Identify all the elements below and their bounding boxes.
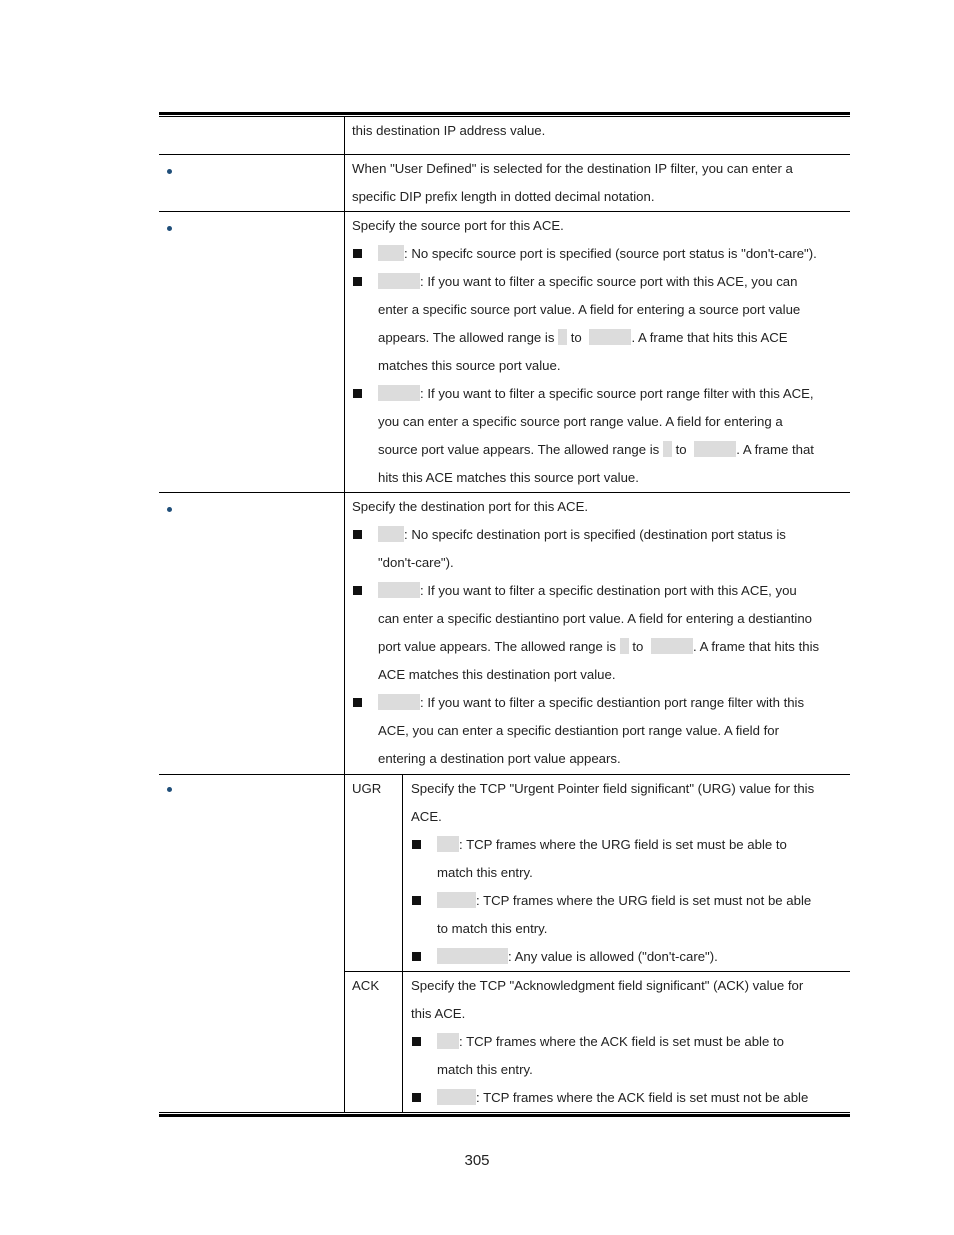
- bullet-icon: [167, 226, 172, 231]
- row-description: When "User Defined" is selected for the destination IP filter, you can enter a specific DIP prefix length in dotted decimal notation.: [352, 161, 793, 204]
- square-bullet-icon: [412, 840, 421, 849]
- square-bullet-icon: [353, 249, 362, 258]
- placeholder-term: [437, 1089, 476, 1105]
- table-bottom-rule: [159, 1114, 850, 1117]
- flag-description: Specify the TCP "Acknowledgment field significant" (ACK) value for this ACE. : TCP frames where the ACK field is set must be able to match this entry. : TCP frames where the ACK field is set must not be able: [411, 978, 809, 1105]
- flag-name: ACK: [352, 978, 380, 993]
- table-row: [159, 493, 850, 775]
- square-bullet-icon: [353, 277, 362, 286]
- square-bullet-icon: [353, 389, 362, 398]
- placeholder-value: [558, 329, 567, 345]
- placeholder-term: [378, 245, 404, 261]
- placeholder-term: [437, 836, 459, 852]
- table-row: [159, 117, 850, 155]
- square-bullet-icon: [353, 586, 362, 595]
- placeholder-term: [378, 694, 420, 710]
- square-bullet-icon: [412, 896, 421, 905]
- flag-name: UGR: [352, 781, 382, 796]
- page-number: 305: [464, 1152, 490, 1169]
- table-row: [159, 155, 850, 212]
- row-description: Specify the source port for this ACE. : No specifc source port is specified (source port status is "don't-care"). : If you want to filter a specific source port with this ACE, you can enter a specific source port value. A field for entering a source port value appears. The allowed range is to . A frame that hits this ACE matches this source port value. : If you want to filter a specific source port range filter with this ACE, you can enter a specific source port range value. A field for entering a source port value appears. The allowed range is to . A frame that hits this ACE matches this source port value.: [352, 218, 817, 485]
- placeholder-value: [589, 329, 631, 345]
- table-row: [159, 775, 850, 1113]
- placeholder-term: [437, 892, 476, 908]
- sub-column-divider: [402, 775, 403, 1113]
- square-bullet-icon: [412, 1037, 421, 1046]
- row-description: Specify the destination port for this ACE. : No specifc destination port is specified (destination port status is "don't-care"). : If you want to filter a specific destination port with this ACE, you can enter a specific destiantino port value. A field for entering a destiantino port value appears. The allowed range is to . A frame that hits this ACE matches this destination port value. : If you want to filter a specific destiantion port range filter with this ACE, you can enter a specific destiantion port range value. A field for entering a destination port value appears.: [352, 499, 820, 766]
- table-top-rule: [159, 112, 850, 115]
- square-bullet-icon: [353, 698, 362, 707]
- bullet-icon: [167, 169, 172, 174]
- placeholder-term: [378, 582, 420, 598]
- square-bullet-icon: [412, 1093, 421, 1102]
- flag-description: Specify the TCP "Urgent Pointer field significant" (URG) value for this ACE. : TCP frames where the URG field is set must be able to match this entry. : TCP frames where the URG field is set must not be able to match this entry. : Any value is allowed ("don't-care").: [411, 781, 815, 964]
- placeholder-term: [378, 273, 420, 289]
- placeholder-value: [694, 441, 736, 457]
- bullet-icon: [167, 787, 172, 792]
- square-bullet-icon: [353, 530, 362, 539]
- placeholder-term: [378, 526, 404, 542]
- placeholder-value: [651, 638, 693, 654]
- placeholder-value: [620, 638, 629, 654]
- placeholder-term: [378, 385, 420, 401]
- bullet-icon: [167, 507, 172, 512]
- square-bullet-icon: [412, 952, 421, 961]
- placeholder-term: [437, 948, 508, 964]
- row-description: this destination IP address value.: [352, 123, 546, 138]
- placeholder-term: [437, 1033, 459, 1049]
- placeholder-value: [663, 441, 672, 457]
- table-bottom-rule-thin: [159, 1112, 850, 1113]
- table-row: [159, 212, 850, 493]
